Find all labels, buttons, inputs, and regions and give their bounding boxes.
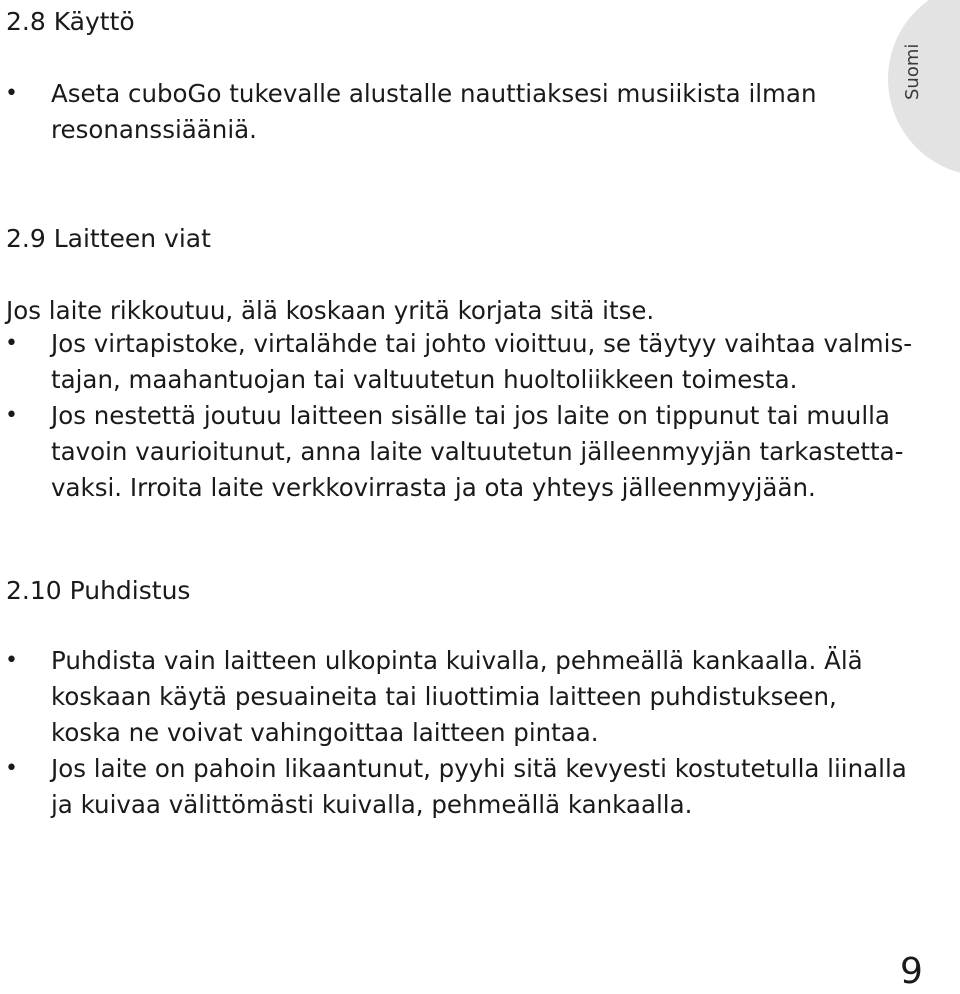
bullet-text: Aseta cuboGo tukevalle alustalle nauttiaksesi musiikista ilman resonanssiääniä. <box>51 79 817 144</box>
bullet-text: Jos nestettä joutuu laitteen sisälle tai jos laite on tippunut tai muulla tavoin vaurioitunut, anna laite valtuutetun jälleenmyyjän tarkastetta- vaksi. Irroita laite verkkovirrasta ja ota yhteys jälleenmyyjään. <box>51 401 904 502</box>
section-heading-2-10: 2.10 Puhdistus <box>6 576 191 605</box>
bullet-text: Jos virtapistoke, virtalähde tai johto vioittuu, se täytyy vaihtaa valmis- tajan, maahantuojan tai valtuutetun huoltoliikkeen toimesta. <box>51 329 913 394</box>
section-intro: Jos laite rikkoutuu, älä koskaan yritä korjata sitä itse. <box>6 296 655 325</box>
bullet-icon: • <box>5 648 18 673</box>
page-number: 9 <box>900 951 923 992</box>
section-heading-2-8: 2.8 Käyttö <box>6 7 135 36</box>
bullet-icon: • <box>5 756 18 781</box>
bullet-icon: • <box>5 403 18 428</box>
bullet-icon: • <box>5 331 18 356</box>
language-tab-label: Suomi <box>902 43 923 100</box>
bullet-icon: • <box>5 81 18 106</box>
bullet-text: Puhdista vain laitteen ulkopinta kuivalla, pehmeällä kankaalla. Älä koskaan käytä pesuaineita tai liuottimia laitteen puhdistukseen, koska ne voivat vahingoittaa laitteen pintaa. <box>51 646 863 747</box>
bullet-text: Jos laite on pahoin likaantunut, pyyhi sitä kevyesti kostutetulla liinalla ja kuivaa välittömästi kuivalla, pehmeällä kankaalla. <box>51 754 907 819</box>
section-heading-2-9: 2.9 Laitteen viat <box>6 224 211 253</box>
